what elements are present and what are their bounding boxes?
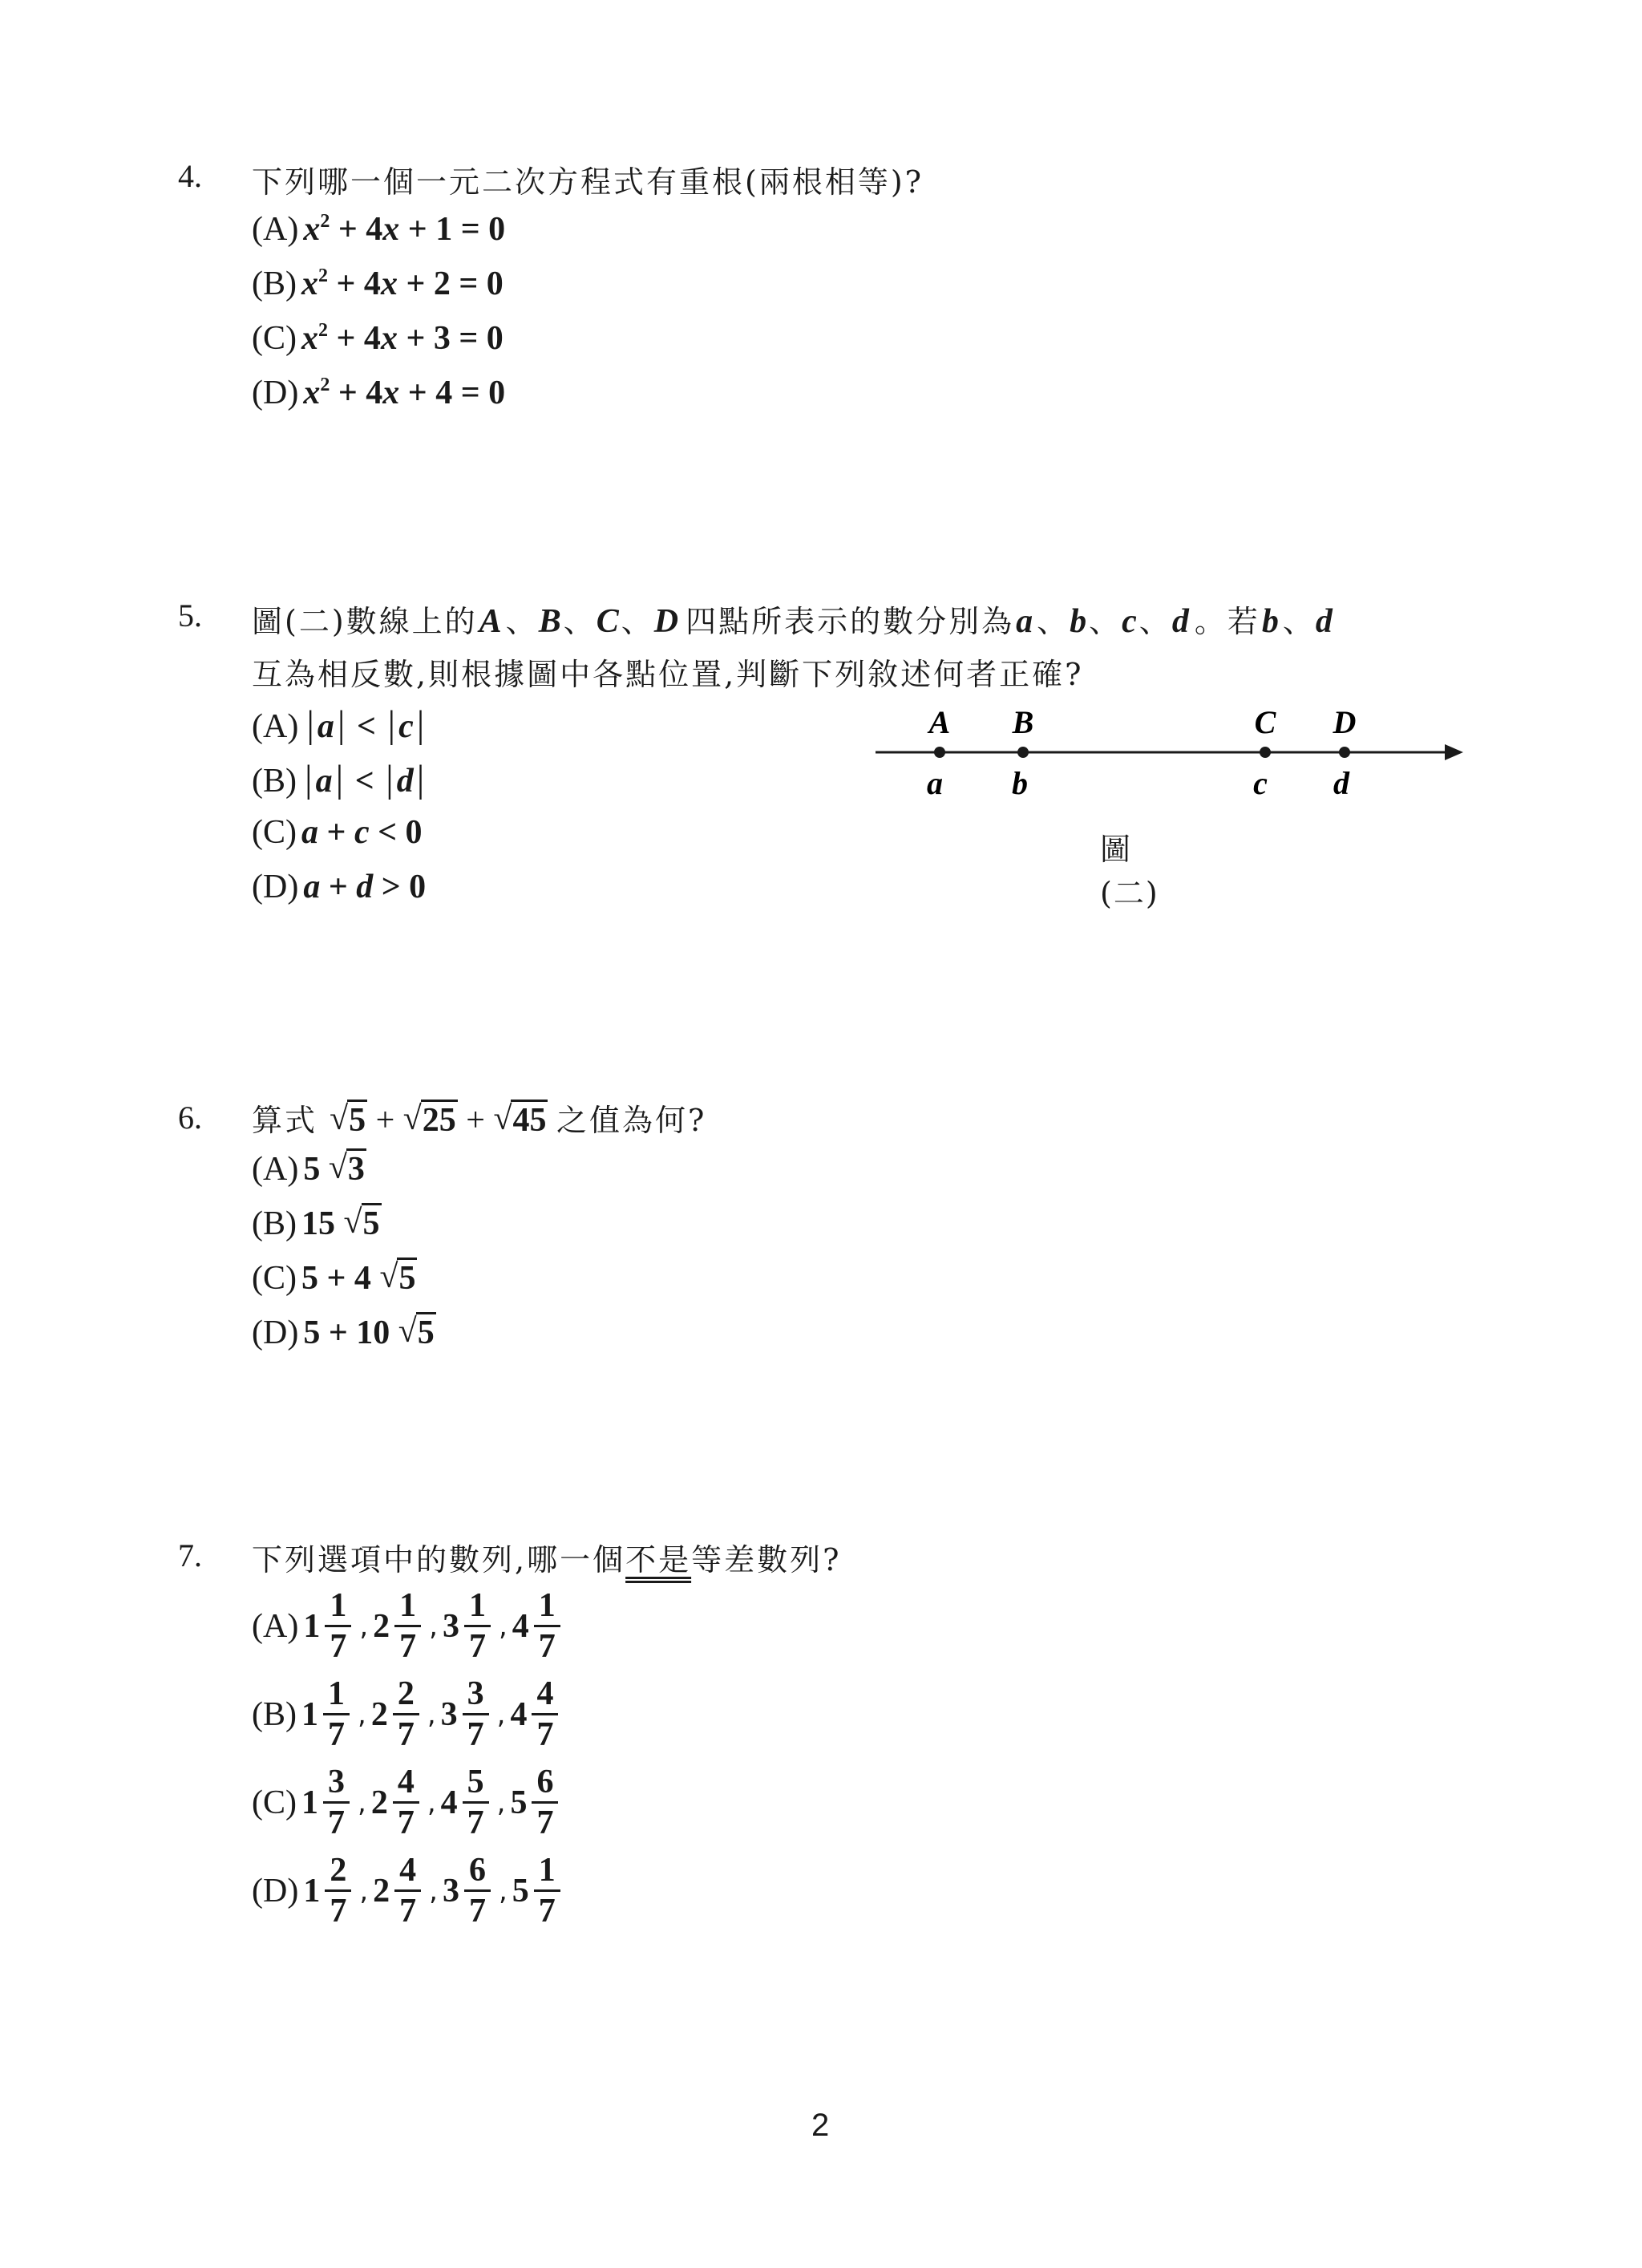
question-number: 7.: [178, 1537, 202, 1573]
number-line-figure: [866, 706, 1475, 802]
question-text-line-2: 互為相反數,則根據圖中各點位置,判斷下列敘述何者正確?: [252, 657, 1084, 692]
option-d: (D) 5 + 10 √ 5: [252, 1314, 436, 1352]
option-b: (B) |a| < |d|: [252, 758, 425, 800]
option-a: (A) $x^2 + 4x + 1 = 0$: [252, 211, 506, 248]
option-b: (B) 1 $\frac{1}{7}$ , 2 $\frac{2}{7}$ , 3 $\frac{3}{7}$ , 4 $\frac{4}{7}$: [252, 1675, 561, 1754]
question-text: 算式 √ 5 + √ 25 + √ 45 之值為何?: [252, 1096, 706, 1140]
question-text: 下列選項中的數列,哪一個不是等差數列?: [252, 1542, 842, 1577]
arrow-head-icon: [1445, 744, 1463, 760]
figure-caption: 圖(二): [1100, 832, 1159, 911]
option-c: (C) a + c < 0: [252, 814, 423, 851]
point-d: [1339, 747, 1350, 758]
option-c: (C) 1 $\frac{3}{7}$ , 2 $\frac{4}{7}$ , 4 $\frac{5}{7}$ , 5 $\frac{6}{7}$: [252, 1763, 561, 1842]
option-d: (D) a + d > 0: [252, 869, 427, 905]
option-d: (D) $x^2 + 4x + 4 = 0$: [252, 375, 506, 411]
label-lower-a: a: [927, 765, 943, 801]
page-number: 2: [811, 2108, 830, 2143]
option-b: (B) 15 √ 5: [252, 1205, 382, 1243]
option-c: (C) $x^2 + 4x + 3 = 0$: [252, 320, 504, 357]
label-upper-b: B: [1012, 706, 1034, 740]
label-upper-d: D: [1333, 706, 1357, 740]
question-text-line-1: 圖(二)數線上的A、B、C、D 四點所表示的數分別為a、b、c、d 。若b、d: [252, 603, 1335, 640]
question-number: 4.: [178, 158, 202, 194]
label-lower-b: b: [1012, 765, 1028, 801]
option-a: (A) 5 √ 3: [252, 1150, 366, 1189]
label-lower-c: c: [1253, 765, 1268, 801]
option-a: (A) 1 $\frac{1}{7}$ , 2 $\frac{1}{7}$ , 3 $\frac{1}{7}$ , 4 $\frac{1}{7}$: [252, 1586, 564, 1666]
label-lower-d: d: [1333, 765, 1349, 801]
label-upper-a: A: [928, 706, 951, 740]
point-b: [1017, 747, 1029, 758]
option-a: (A) |a| < |c|: [252, 703, 425, 746]
point-c: [1260, 747, 1271, 758]
option-c: (C) 5 + 4 √ 5: [252, 1259, 417, 1298]
option-b: (B) $x^2 + 4x + 2 = 0$: [252, 265, 504, 302]
option-d: (D) 1 $\frac{2}{7}$ , 2 $\frac{4}{7}$ , 3 $\frac{6}{7}$ , 5 $\frac{1}{7}$: [252, 1851, 564, 1930]
label-upper-c: C: [1254, 706, 1276, 740]
point-a: [934, 747, 945, 758]
question-text: 下列哪一個一元二次方程式有重根(兩根相等)?: [252, 164, 924, 200]
question-number: 6.: [178, 1100, 202, 1136]
question-number: 5.: [178, 597, 202, 634]
